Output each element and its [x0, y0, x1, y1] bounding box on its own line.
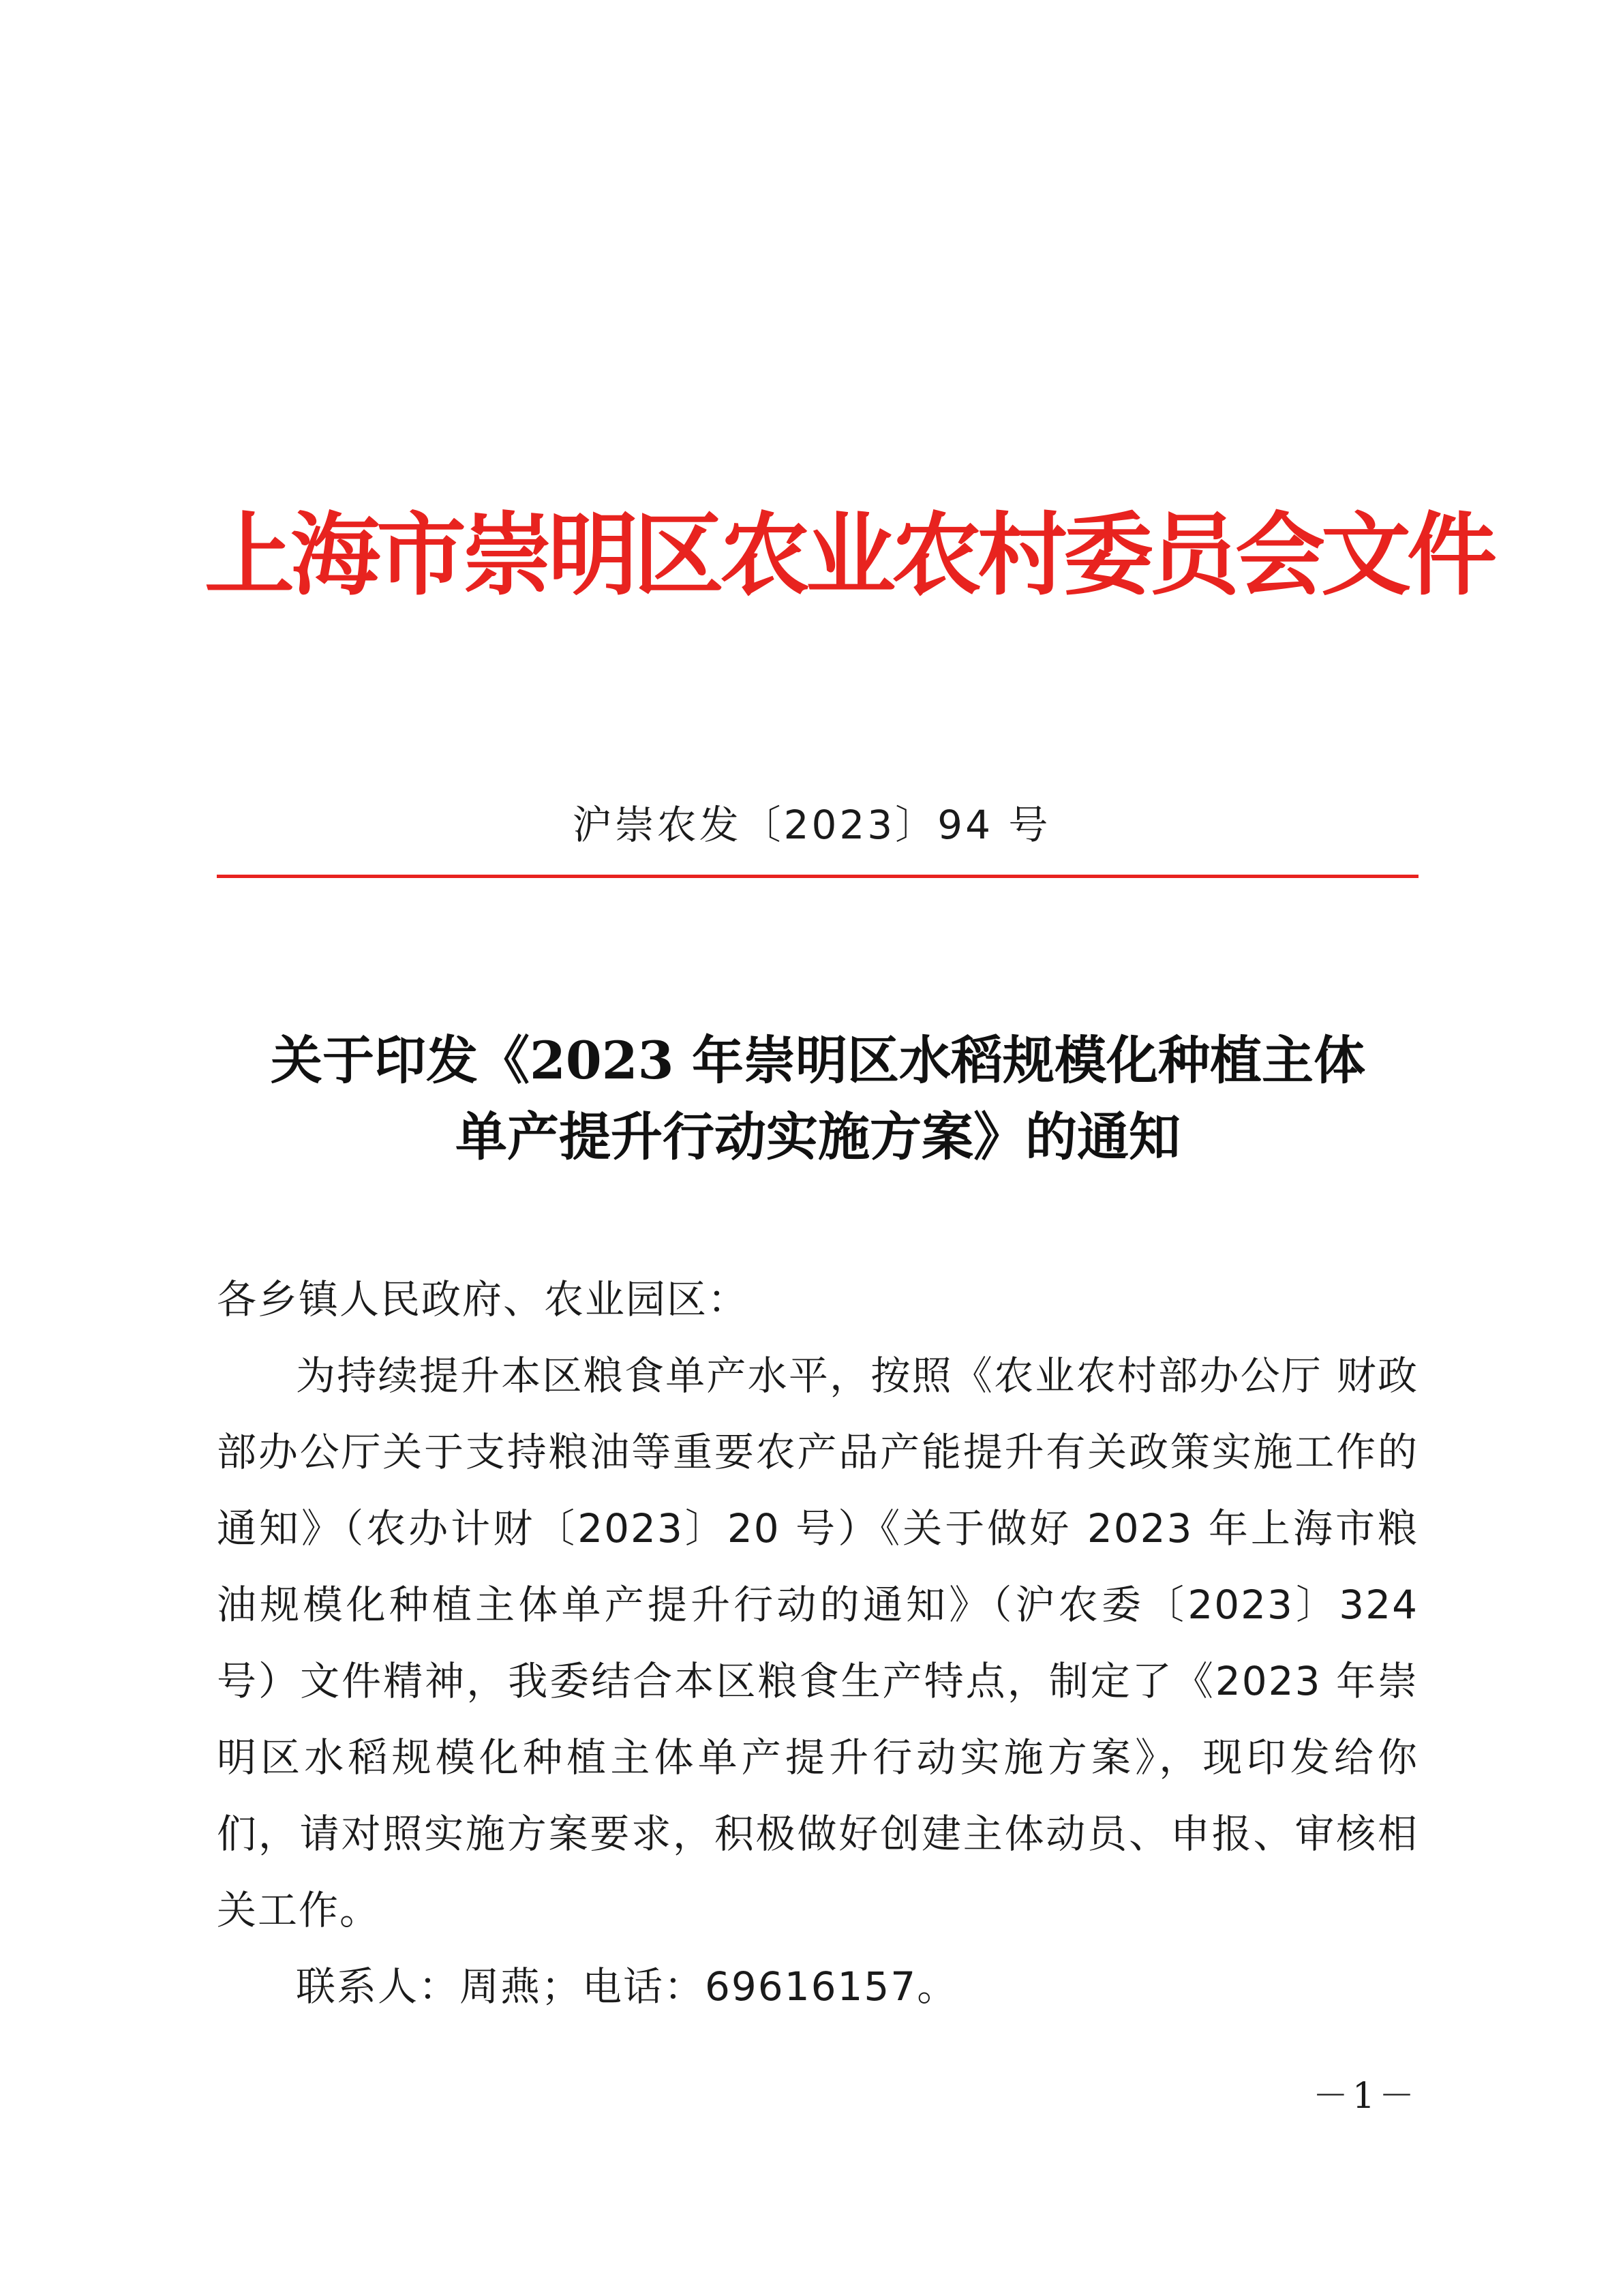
masthead-title: 上海市崇明区农业农村委员会文件 [204, 502, 1493, 608]
document-title-line-2: 单产提升行动实施方案》的通知 [455, 1106, 1181, 1167]
contact-line: 联系人：周燕；电话：69616157。 [296, 1963, 958, 2010]
document-title [204, 1023, 1431, 1175]
document-title-line-1: 关于印发《2023 年崇明区水稻规模化种植主体 [271, 1030, 1365, 1091]
body-paragraph: 为持续提升本区粮食单产水平，按照《农业农村部办公厅 财政部办公厅关于支持粮油等重要农产品产能提升有关政策实施工作的通知》（农办计财〔2023〕20 号）《关于做好 2023 年上海市粮油规模化种植主体单产提升行动的通知》（沪农委〔2023〕324 号）文件精神，我委结合本区粮食生产特点，制定了《2023 年崇明区水稻规模化种植主体单产提升行动实施方案》，现印发给你们，请对照实施方案要求，积极做好创建主体动员、申报、审核相关工作。 [217, 1353, 1419, 1933]
red-divider-line [217, 875, 1419, 878]
salutation: 各乡镇人民政府、农业园区： [217, 1276, 749, 1323]
document-body [217, 1261, 1419, 2025]
page-number: －1－ [1312, 2076, 1419, 2117]
document-number: 沪崇农发〔2023〕94 号 [572, 802, 1051, 848]
